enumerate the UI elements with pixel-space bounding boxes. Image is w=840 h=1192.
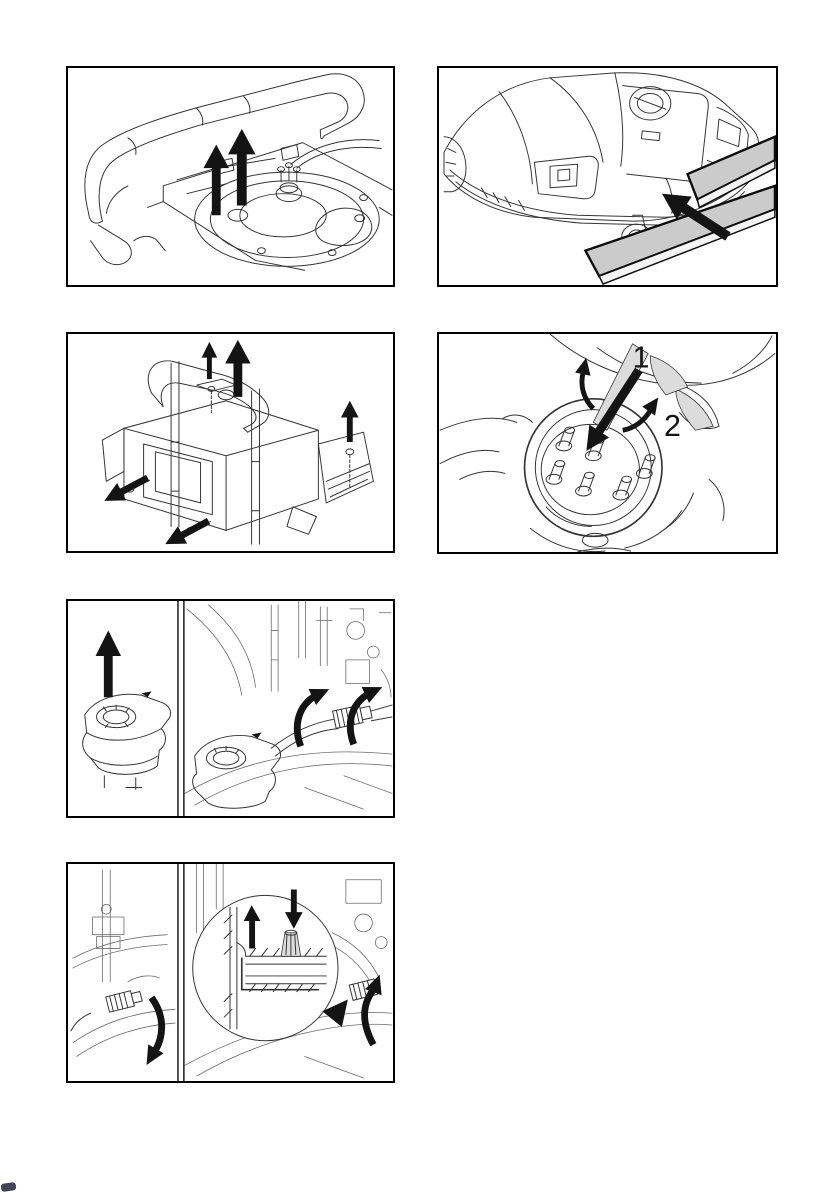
- screw-icons: [126, 387, 354, 534]
- lift-deck-cover-drawing: [68, 68, 393, 285]
- hands-lines: [440, 334, 775, 552]
- engine-bay-backdrop: [185, 601, 392, 809]
- figure-unscrew-housing: [66, 332, 395, 553]
- tank-removed-lines: [83, 691, 171, 789]
- page-corner-artifact: [1, 1182, 17, 1192]
- coupling-detail-drawing: [68, 864, 393, 1081]
- turn-down-arrow-icon: [139, 998, 164, 1070]
- panel-divider: [178, 601, 184, 816]
- figure-lift-tank: [66, 599, 395, 818]
- figure-connector-tool: [437, 332, 778, 554]
- direction-arrows-icon: [100, 340, 359, 551]
- figure-coupling-detail: [66, 862, 395, 1083]
- callout-1-label: 1: [632, 340, 650, 375]
- magnifier-inset: [193, 890, 338, 1041]
- connector-tool-drawing: [439, 334, 776, 552]
- thumb-shadow: [676, 389, 713, 430]
- lift-tank-drawing: [68, 601, 393, 816]
- figure-lift-deck-cover: [66, 66, 395, 287]
- callout-2-label: 2: [663, 409, 681, 444]
- unscrew-housing-drawing: [68, 334, 393, 551]
- insert-tool-arrow-icon: [577, 364, 649, 458]
- lift-up-arrow-icon: [96, 630, 122, 697]
- figure-slide-ramps: [437, 66, 778, 287]
- panel-divider: [178, 864, 184, 1081]
- slide-ramps-drawing: [439, 68, 776, 285]
